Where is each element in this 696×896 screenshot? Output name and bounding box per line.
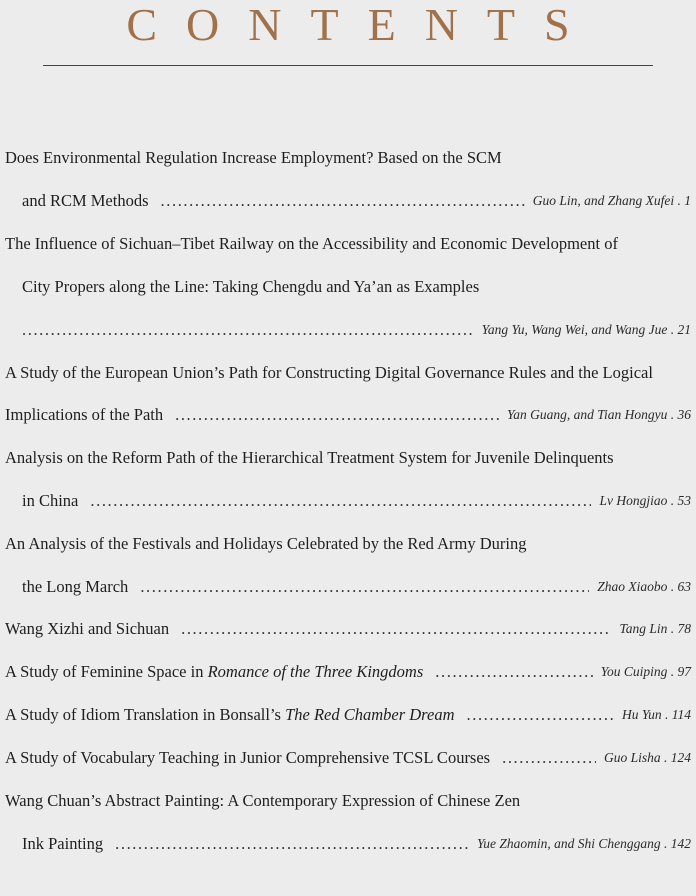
leader-dots <box>140 576 589 598</box>
leader-dots <box>175 404 499 426</box>
leader-dots <box>435 661 592 683</box>
toc-title-text: Does Environmental Regulation Increase Employment? Based on the SCM <box>5 148 502 167</box>
toc-title-text: Analysis on the Reform Path of the Hierarchical Treatment System for Juvenile Delinquents <box>5 448 614 467</box>
leader-dots <box>161 190 525 212</box>
toc-line <box>5 527 691 555</box>
toc-page-number: 21 <box>677 322 691 337</box>
toc-author-page: Guo Lisha . 124 <box>603 750 691 765</box>
toc-entry-link[interactable] <box>5 398 691 426</box>
toc-author: Hu Yun <box>621 707 662 722</box>
leader-dots <box>90 490 591 512</box>
toc-entry-link[interactable] <box>5 741 691 769</box>
toc-page-number: 114 <box>671 707 691 722</box>
toc-title-text: Ink Painting <box>22 834 104 853</box>
toc-author: Yue Zhaomin, and Shi Chenggang <box>476 836 661 851</box>
heading-divider <box>43 65 653 66</box>
toc-author: Guo Lisha <box>603 750 661 765</box>
toc-page-number: 53 <box>677 493 691 508</box>
toc-title-text: Wang Chuan’s Abstract Painting: A Contemporary Expression of Chinese Zen <box>5 791 521 810</box>
toc-page-number: 142 <box>670 836 691 851</box>
toc-page-number: 63 <box>677 579 691 594</box>
toc-page-number: 124 <box>670 750 691 765</box>
toc-author-page: Yan Guang, and Tian Hongyu . 36 <box>506 407 691 422</box>
toc-author: Guo Lin, and Zhang Xufei <box>532 193 675 208</box>
toc-author: Yan Guang, and Tian Hongyu <box>506 407 668 422</box>
toc-author-page: You Cuiping . 97 <box>600 664 691 679</box>
toc-title-text: and RCM Methods <box>22 191 149 210</box>
toc-line <box>22 270 691 298</box>
toc-entry-link[interactable] <box>22 570 691 598</box>
toc-title-text: A Study of the European Union’s Path for Constructing Digital Governance Rules and the Logical <box>5 363 653 382</box>
toc-entry-link[interactable] <box>22 184 691 212</box>
toc-title-text <box>5 661 423 683</box>
toc-author-page: Guo Lin, and Zhang Xufei . 1 <box>532 193 691 208</box>
toc-author: You Cuiping <box>600 664 668 679</box>
toc-author-page: Yang Yu, Wang Wei, and Wang Jue . 21 <box>481 322 691 337</box>
toc-entry-link[interactable] <box>5 655 691 683</box>
toc-title-text: Implications of the Path <box>5 405 164 424</box>
toc-title-text: The Influence of Sichuan–Tibet Railway on the Accessibility and Economic Development of <box>5 234 618 253</box>
toc-entry-link[interactable] <box>22 313 691 341</box>
toc-title-text: An Analysis of the Festivals and Holidays Celebrated by the Red Army During <box>5 534 527 553</box>
toc-title-text: City Propers along the Line: Taking Chengdu and Ya’an as Examples <box>22 277 480 296</box>
toc-work-title: Romance of the Three Kingdoms <box>207 662 424 681</box>
leader-dots <box>115 833 469 855</box>
toc-title-text <box>5 704 455 726</box>
toc-author-page: Tang Lin . 78 <box>619 621 691 636</box>
leader-dots <box>181 618 611 640</box>
toc-title-prefix: A Study of Idiom Translation in Bonsall’s <box>5 705 286 724</box>
leader-dots <box>467 704 614 726</box>
toc-page-number: 36 <box>677 407 691 422</box>
toc-title-text: Wang Xizhi and Sichuan <box>5 619 170 638</box>
toc-author: Lv Hongjiao <box>599 493 668 508</box>
toc-entry-link[interactable] <box>22 827 691 855</box>
toc-line <box>5 227 691 255</box>
toc-line <box>5 141 691 169</box>
toc-author: Tang Lin <box>619 621 668 636</box>
toc-title-prefix: A Study of Feminine Space in <box>5 662 208 681</box>
toc-page-number: 1 <box>684 193 691 208</box>
toc-page-number: 78 <box>677 621 691 636</box>
toc-title-text: the Long March <box>22 577 129 596</box>
toc-title-text: in China <box>22 491 79 510</box>
toc-author-page: Yue Zhaomin, and Shi Chenggang . 142 <box>476 836 691 851</box>
toc-work-title: The Red Chamber Dream <box>285 705 455 724</box>
toc-page-number: 97 <box>677 664 691 679</box>
toc-entry-link[interactable] <box>5 698 691 726</box>
toc-author: Yang Yu, Wang Wei, and Wang Jue <box>481 322 668 337</box>
toc-line <box>5 356 691 384</box>
leader-dots <box>502 747 596 769</box>
toc-author-page: Zhao Xiaobo . 63 <box>597 579 691 594</box>
toc-entry-link[interactable] <box>22 484 691 512</box>
toc-line <box>5 441 691 469</box>
contents-heading: CONTENTS <box>126 0 599 50</box>
toc-author: Zhao Xiaobo <box>597 579 668 594</box>
toc-author-page: Lv Hongjiao . 53 <box>599 493 691 508</box>
toc-author-page: Hu Yun . 114 <box>621 707 691 722</box>
toc-entry-link[interactable] <box>5 612 691 640</box>
leader-dots <box>22 319 474 341</box>
toc-title-text: A Study of Vocabulary Teaching in Junior Comprehensive TCSL Courses <box>5 748 491 767</box>
toc-line <box>5 784 691 812</box>
